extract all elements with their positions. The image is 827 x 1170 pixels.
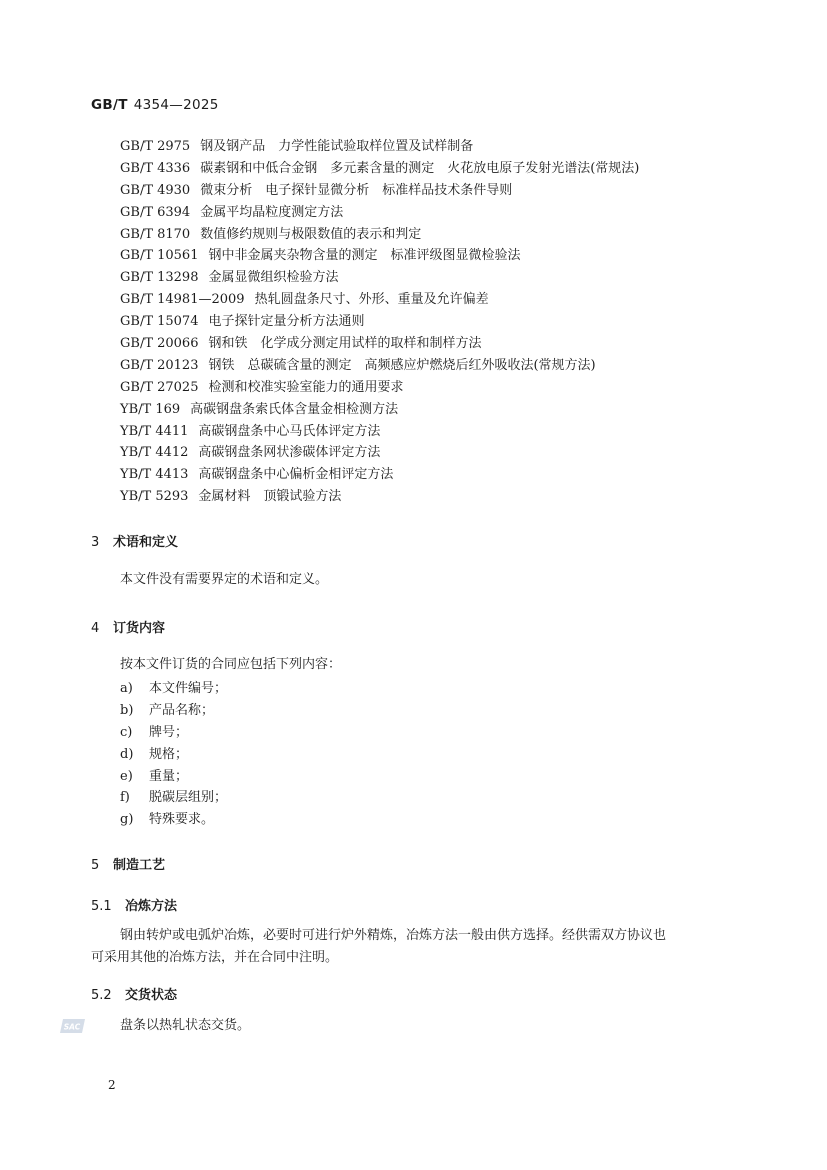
- reference-title: 高碳钢盘条网状渗碳体评定方法: [198, 445, 381, 461]
- section-number: 4: [91, 621, 100, 636]
- reference-title: 碳素钢和中低合金钢 多元素含量的测定 火花放电原子发射光谱法(常规法): [200, 160, 640, 176]
- reference-title: 钢和铁 化学成分测定用试样的取样和制样方法: [208, 336, 482, 352]
- reference-code: GB/T 10561: [120, 248, 199, 264]
- section-5-heading: [91, 854, 165, 873]
- reference-title: 金属显微组织检验方法: [208, 270, 339, 286]
- section-4-intro: 按本文件订货的合同应包括下列内容：: [120, 657, 342, 672]
- section-number: 3: [91, 535, 100, 550]
- reference-code: GB/T 8170: [120, 226, 191, 242]
- list-item: [120, 399, 639, 421]
- section-5-1-body-line-1: 钢由转炉或电弧炉冶炼，必要时可进行炉外精炼，冶炼方法一般由供方选择。经供需双方协议也: [120, 928, 667, 943]
- section-title: 订货内容: [113, 621, 166, 636]
- reference-code: GB/T 14981—2009: [120, 292, 245, 308]
- standard-number: 4354—2025: [133, 97, 219, 113]
- list-marker: e): [120, 768, 133, 784]
- standard-code: GB/T: [91, 97, 128, 113]
- list-marker: c): [120, 724, 133, 740]
- reference-title: 高碳钢盘条中心偏析金相评定方法: [198, 467, 394, 483]
- list-item: [120, 267, 639, 289]
- reference-code: YB/T 4411: [120, 423, 189, 439]
- list-item: [120, 202, 639, 224]
- reference-title: 热轧圆盘条尺寸、外形、重量及允许偏差: [254, 292, 489, 308]
- list-item: [120, 377, 639, 399]
- document-header: [91, 97, 219, 113]
- list-item: [120, 333, 639, 355]
- list-marker: g): [120, 812, 134, 828]
- list-item: [120, 245, 639, 267]
- section-4-heading: [91, 617, 165, 636]
- list-text: 牌号；: [149, 724, 189, 740]
- section-5-1-heading: [91, 895, 177, 914]
- order-content-list: [120, 678, 227, 831]
- section-title: 冶炼方法: [125, 899, 178, 914]
- list-item: [120, 180, 639, 202]
- list-item: [120, 442, 639, 464]
- reference-title: 检测和校准实验室能力的通用要求: [208, 379, 404, 395]
- reference-title: 金属平均晶粒度测定方法: [200, 204, 344, 220]
- list-text: 重量；: [149, 768, 189, 784]
- reference-code: GB/T 6394: [120, 204, 191, 220]
- list-item: [120, 421, 639, 443]
- reference-title: 电子探针定量分析方法通则: [208, 314, 365, 330]
- list-text: 产品名称；: [149, 702, 215, 718]
- list-item: [120, 787, 227, 809]
- list-item: [120, 355, 639, 377]
- list-item: [120, 700, 227, 722]
- reference-code: GB/T 4930: [120, 182, 191, 198]
- section-number: 5.2: [91, 988, 112, 1003]
- section-3-heading: [91, 531, 178, 550]
- section-5-2-body: 盘条以热轧状态交货。: [120, 1018, 251, 1033]
- reference-code: GB/T 27025: [120, 379, 199, 395]
- list-text: 本文件编号；: [149, 681, 228, 696]
- reference-code: GB/T 15074: [120, 314, 199, 330]
- list-item: [120, 678, 227, 700]
- reference-code: YB/T 169: [120, 401, 181, 417]
- list-item: [120, 464, 639, 486]
- list-item: [120, 136, 639, 158]
- reference-code: GB/T 4336: [120, 160, 191, 176]
- section-number: 5: [91, 858, 100, 873]
- reference-title: 钢及钢产品 力学性能试验取样位置及试样制备: [200, 139, 474, 154]
- section-5-1-body-line-2: 可采用其他的冶炼方法，并在合同中注明。: [91, 950, 339, 965]
- section-title: 制造工艺: [113, 858, 166, 873]
- list-marker: d): [120, 746, 134, 762]
- sac-logo: [60, 1017, 86, 1035]
- reference-title: 数值修约规则与极限数值的表示和判定: [200, 226, 422, 242]
- section-title: 术语和定义: [113, 535, 179, 550]
- list-item: [120, 744, 227, 766]
- reference-title: 微束分析 电子探针显微分析 标准样品技术条件导则: [200, 182, 513, 198]
- list-text: 特殊要求。: [149, 812, 215, 828]
- list-item: [120, 722, 227, 744]
- reference-title: 金属材料 顶锻试验方法: [198, 489, 342, 505]
- list-marker: b): [120, 702, 134, 718]
- reference-code: GB/T 20123: [120, 357, 199, 373]
- list-text: 规格；: [149, 746, 189, 762]
- list-item: [120, 766, 227, 788]
- list-item: [120, 809, 227, 831]
- reference-title: 高碳钢盘条中心马氏体评定方法: [198, 423, 381, 439]
- page-number: 2: [108, 1078, 116, 1092]
- list-item: [120, 486, 639, 508]
- logo-text: SAC: [63, 1022, 81, 1032]
- section-number: 5.1: [91, 899, 112, 914]
- reference-code: YB/T 5293: [120, 489, 189, 505]
- reference-code: YB/T 4413: [120, 467, 189, 483]
- section-3-body: 本文件没有需要界定的术语和定义。: [120, 572, 329, 587]
- reference-code: YB/T 4412: [120, 445, 189, 461]
- list-item: [120, 289, 639, 311]
- reference-code: GB/T 2975: [120, 139, 191, 154]
- reference-code: GB/T 20066: [120, 336, 199, 352]
- sac-logo-icon: [60, 1017, 86, 1035]
- list-item: [120, 158, 639, 180]
- list-marker: f): [120, 790, 130, 806]
- reference-title: 钢铁 总碳硫含量的测定 高频感应炉燃烧后红外吸收法(常规方法): [208, 357, 596, 373]
- list-item: [120, 224, 639, 246]
- normative-reference-list: [120, 136, 639, 508]
- list-text: 脱碳层组别；: [149, 790, 228, 806]
- reference-title: 高碳钢盘条索氏体含量金相检测方法: [190, 401, 399, 417]
- reference-code: GB/T 13298: [120, 270, 199, 286]
- list-marker: a): [120, 681, 133, 696]
- reference-title: 钢中非金属夹杂物含量的测定 标准评级图显微检验法: [208, 248, 521, 264]
- section-title: 交货状态: [125, 988, 178, 1003]
- list-item: [120, 311, 639, 333]
- section-5-2-heading: [91, 984, 177, 1003]
